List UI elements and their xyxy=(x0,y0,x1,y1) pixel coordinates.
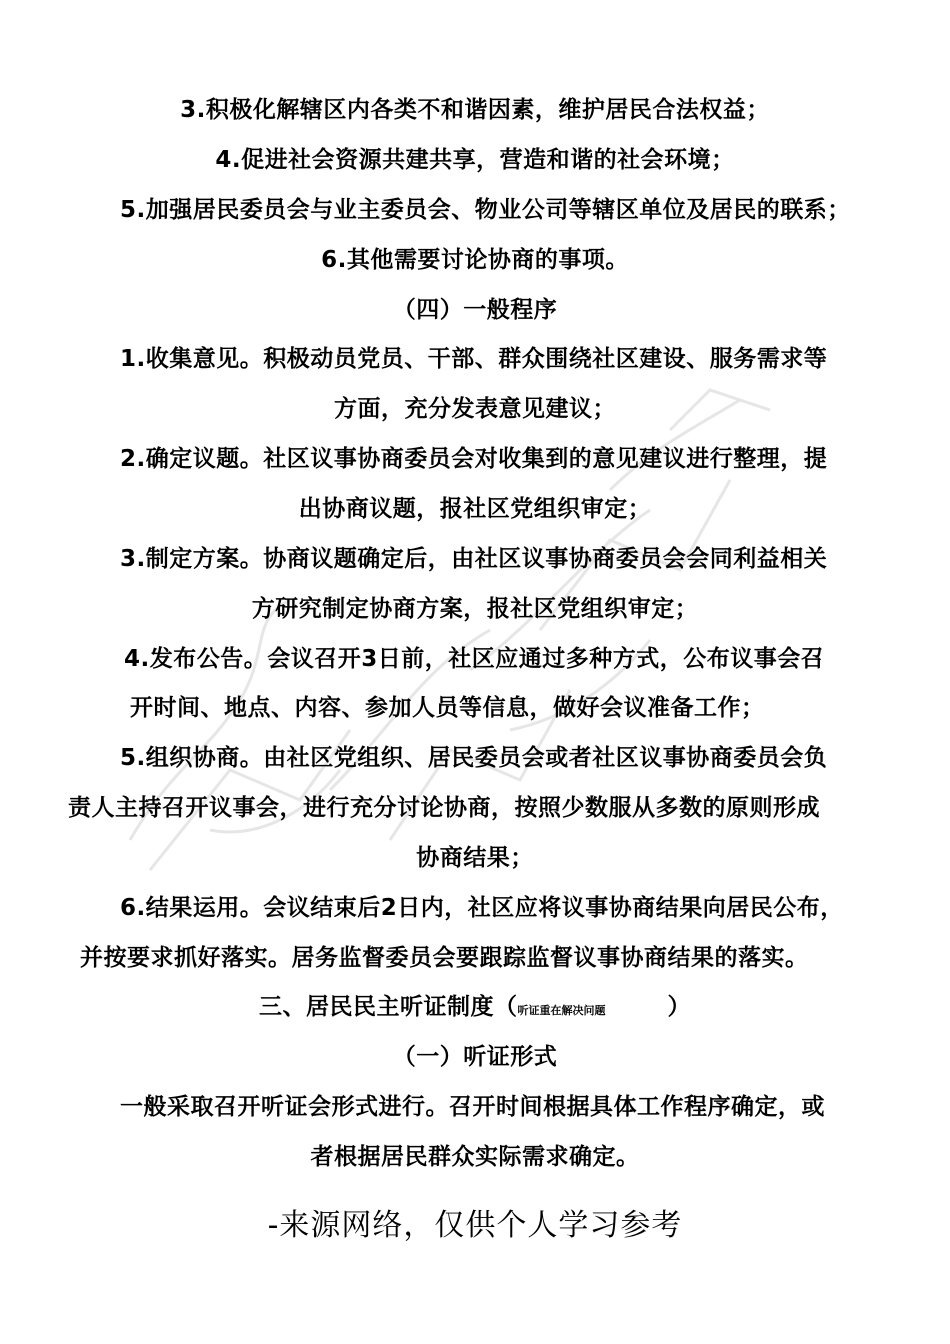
text-line-12: 4.发布公告。会议召开3日前，社区应通过多种方式，公布议事会召 xyxy=(124,646,825,672)
text-line-4: 6.其他需要讨论协商的事项。 xyxy=(321,247,629,273)
source-footer: -来源网络，仅供个人学习参考 xyxy=(267,1208,683,1243)
subsection-heading-1: （一）听证形式 xyxy=(392,1044,558,1070)
section-heading-3 xyxy=(0,991,950,1027)
section-heading-3-close: ） xyxy=(667,994,691,1020)
text-line-21: 者根据居民群众实际需求确定。 xyxy=(310,1144,640,1170)
text-line-9: 出协商议题，报社区党组织审定； xyxy=(298,496,652,522)
text-line-7: 方面，充分发表意见建议； xyxy=(334,396,616,422)
text-line-6: 1.收集意见。积极动员党员、干部、群众围绕社区建设、服务需求等 xyxy=(120,346,828,372)
section-heading-3-note: 听证重在解决问题 xyxy=(517,1004,606,1017)
text-line-11: 方研究制定协商方案，报社区党组织审定； xyxy=(251,596,699,622)
text-line-15: 责人主持召开议事会，进行充分讨论协商，按照少数服从多数的原则形成 xyxy=(68,795,820,821)
text-line-1: 3.积极化解辖区内各类不和谐因素，维护居民合法权益； xyxy=(180,97,770,123)
text-line-3: 5.加强居民委员会与业主委员会、物业公司等辖区单位及居民的联系； xyxy=(120,197,851,223)
section-heading-3-title: 三、居民民主听证制度（ xyxy=(259,994,518,1020)
text-line-20: 一般采取召开听证会形式进行。召开时间根据具体工作程序确定，或 xyxy=(120,1094,825,1120)
section-heading-4: （四）一般程序 xyxy=(392,297,558,323)
text-line-18: 并按要求抓好落实。居务监督委员会要跟踪监督议事协商结果的落实。 xyxy=(80,945,809,971)
text-line-16: 协商结果； xyxy=(416,845,534,871)
text-line-2: 4.促进社会资源共建共享，营造和谐的社会环境； xyxy=(215,147,735,173)
text-line-8: 2.确定议题。社区议事协商委员会对收集到的意见建议进行整理，提 xyxy=(120,446,828,472)
text-line-10: 3.制定方案。协商议题确定后，由社区议事协商委员会会同利益相关 xyxy=(120,546,828,572)
text-line-17: 6.结果运用。会议结束后2日内，社区应将议事协商结果向居民公布， xyxy=(120,895,844,921)
text-line-14: 5.组织协商。由社区党组织、居民委员会或者社区议事协商委员会负 xyxy=(120,745,828,771)
text-line-13: 开时间、地点、内容、参加人员等信息，做好会议准备工作； xyxy=(130,695,765,721)
